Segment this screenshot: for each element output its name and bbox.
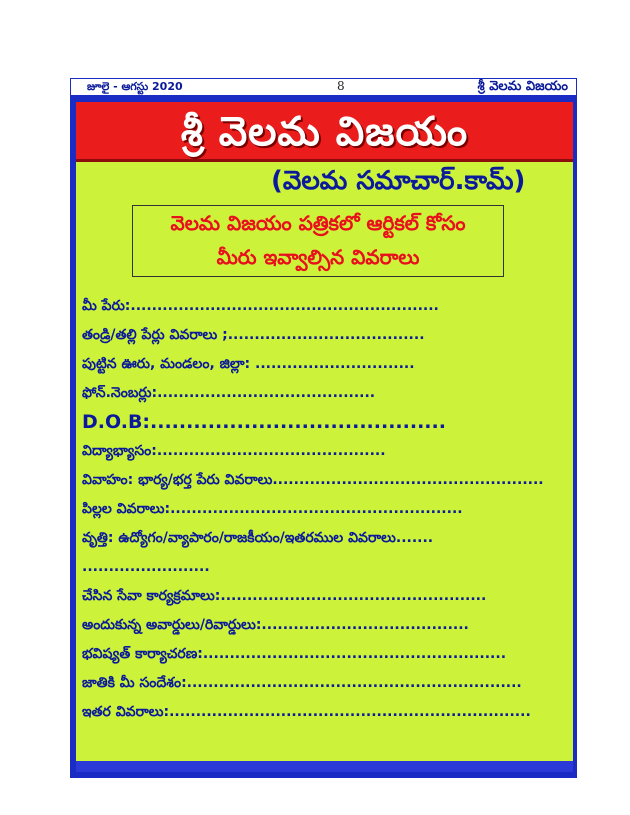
field-education: విద్యాభ్యాసం:........................................... xyxy=(82,443,386,459)
field-future-plans: భవిష్యత్ కార్యాచరణ:......................................................... xyxy=(82,646,507,662)
field-marriage: వివాహం: భార్య/భర్త పేరు వివరాలు................................................... xyxy=(82,472,544,488)
page-header xyxy=(70,78,577,96)
notice-box xyxy=(132,205,504,277)
field-parents: తండ్రి/తల్లి పేర్లు వివరాలు ;..................................... xyxy=(82,327,425,343)
page-title: శ్రీ వెలమ విజయం xyxy=(180,109,469,155)
field-services: చేసిన సేవా కార్యక్రమాలు:.................................................. xyxy=(82,588,487,604)
subtitle: (వెలమ సమాచార్.కామ్) xyxy=(271,166,526,196)
notice-line-2: మీరు ఇవ్వాల్సిన వివరాలు xyxy=(216,245,420,269)
field-message: జాతికి మీ సందేశం:............................................................... xyxy=(82,675,522,691)
field-phone: ఫోన్.నెంబర్లు:......................................... xyxy=(82,385,376,401)
issue-date: జూలై - ఆగస్టు 2020 xyxy=(87,80,183,93)
page-number: 8 xyxy=(337,79,345,93)
field-name: మీ పేరు:.......................................................... xyxy=(82,298,439,314)
field-profession: వృత్తి: ఉద్యోగం/వ్యాపారం/రాజకీయం/ఇతరముల వివరాలు....... xyxy=(82,530,434,546)
title-banner xyxy=(76,102,573,162)
field-awards: అందుకున్న అవార్డులు/రివార్డులు:....................................... xyxy=(82,617,469,633)
field-list xyxy=(82,292,544,727)
field-children: పిల్లల వివరాలు:....................................................... xyxy=(82,501,463,517)
field-profession-continued: ........................ xyxy=(82,559,210,575)
notice-line-1: వెలమ విజయం పత్రికలో ఆర్టికల్ కోసం xyxy=(170,211,466,235)
field-other: ఇతర వివరాలు:.................................................................... xyxy=(82,704,531,720)
magazine-name: శ్రీ వెలమ విజయం xyxy=(477,79,568,94)
form-panel xyxy=(76,102,573,761)
bottom-bar xyxy=(76,761,573,772)
field-dob: D.O.B:......................................... xyxy=(82,411,446,433)
field-birthplace: పుట్టిన ఊరు, మండలం, జిల్లా: .............................. xyxy=(82,356,415,372)
